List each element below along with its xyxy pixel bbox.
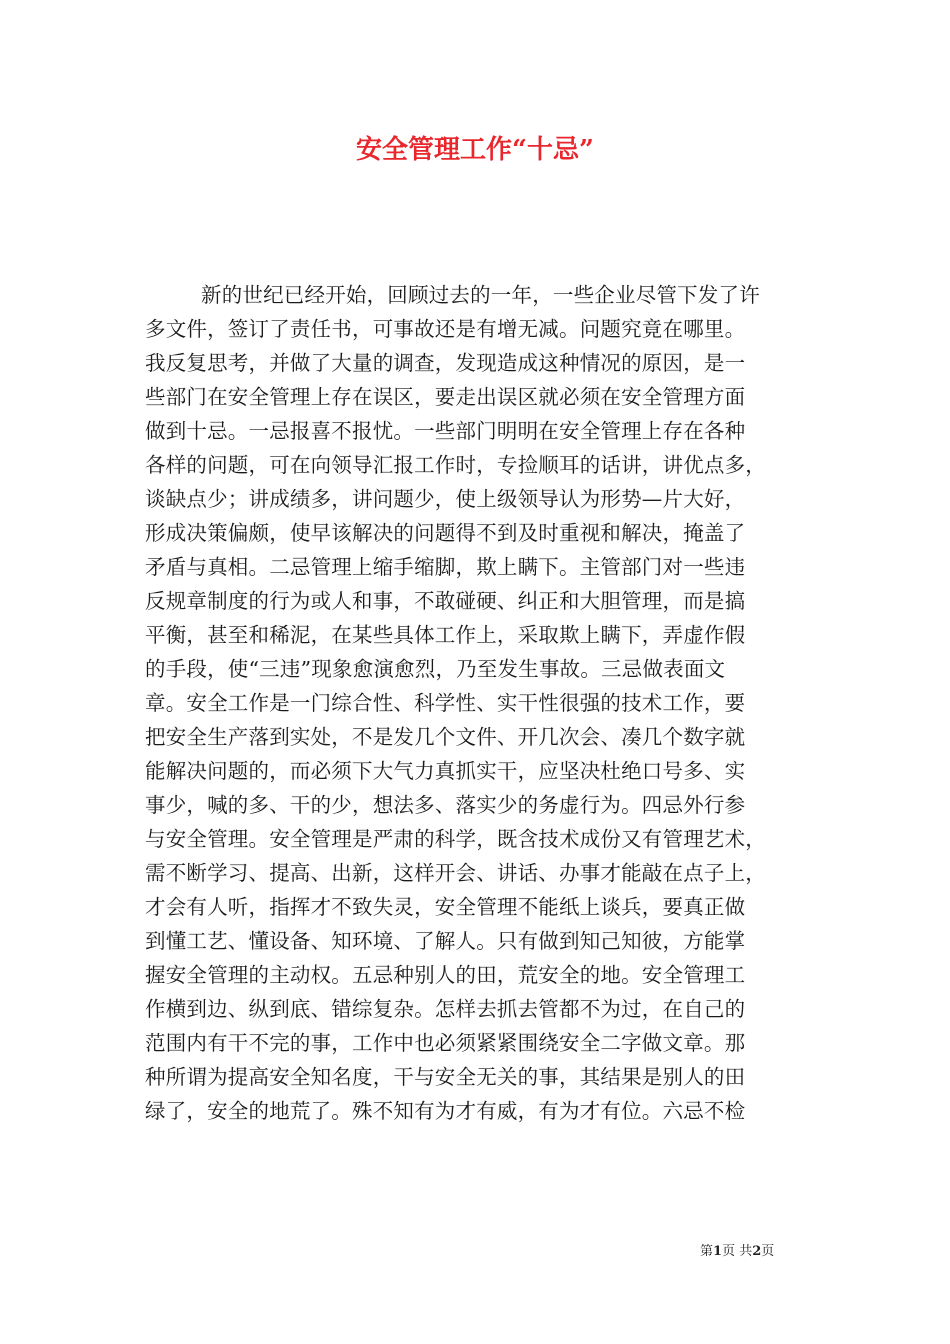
footer-prefix: 第: [700, 1244, 714, 1259]
body-line: 反规章制度的行为或人和事，不敢碰硬、纠正和大胆管理，而是搞: [145, 589, 746, 613]
body-line: 才会有人听，指挥才不致失灵，安全管理不能纸上谈兵，要真正做: [145, 895, 746, 919]
body-line: 握安全管理的主动权。五忌种别人的田，荒安全的地。安全管理工: [145, 963, 746, 987]
body-line: 绿了，安全的地荒了。殊不知有为才有威，有为才有位。六忌不检: [145, 1099, 746, 1123]
body-line: 多文件，签订了责任书，可事故还是有增无减。问题究竟在哪里。: [145, 317, 746, 341]
body-line: 的手段，使“三违”现象愈演愈烈，乃至发生事故。三忌做表面文: [145, 657, 726, 681]
body-line: 矛盾与真相。二忌管理上缩手缩脚，欺上瞒下。主管部门对一些违: [145, 555, 746, 579]
body-line: 谈缺点少；讲成绩多，讲问题少，使上级领导认为形势—片大好，: [145, 487, 746, 511]
page-number-footer: [700, 1243, 820, 1261]
body-line: 平衡，甚至和稀泥，在某些具体工作上，采取欺上瞒下，弄虚作假: [145, 623, 746, 647]
body-line: 章。安全工作是一门综合性、科学性、实干性很强的技术工作，要: [145, 691, 746, 715]
body-line: 新的世纪已经开始，回顾过去的一年，一些企业尽管下发了许: [201, 283, 760, 307]
footer-total-pages: 2: [752, 1244, 762, 1259]
body-line: 形成决策偏颇，使早该解决的问题得不到及时重视和解决，掩盖了: [145, 521, 746, 545]
body-line: 事少，喊的多、干的少，想法多、落实少的务虚行为。四忌外行参: [145, 793, 746, 817]
body-line: 我反复思考，并做了大量的调查，发现造成这种情况的原因，是一: [145, 351, 746, 375]
body-line: 做到十忌。一忌报喜不报忧。一些部门明明在安全管理上存在各种: [145, 419, 746, 443]
body-line: 与安全管理。安全管理是严肃的科学，既含技术成份又有管理艺术，: [145, 827, 766, 851]
body-line: 把安全生产落到实处，不是发几个文件、开几次会、凑几个数字就: [145, 725, 746, 749]
body-line: 范围内有干不完的事，工作中也必须紧紧围绕安全二字做文章。那: [145, 1031, 746, 1055]
document-title: 安全管理工作“十忌”: [356, 135, 594, 165]
footer-middle: 页 共: [722, 1244, 753, 1259]
body-line: 种所谓为提高安全知名度，干与安全无关的事，其结果是别人的田: [145, 1065, 746, 1089]
footer-current-page: 1: [713, 1244, 723, 1259]
body-line: 作横到边、纵到底、错综复杂。怎样去抓去管都不为过，在自己的: [145, 997, 746, 1021]
body-line: 能解决问题的，而必须下大气力真抓实干，应坚决杜绝口号多、实: [145, 759, 746, 783]
footer-suffix: 页: [761, 1244, 775, 1259]
body-line: 需不断学习、提高、出新，这样开会、讲话、办事才能敲在点子上，: [145, 861, 766, 885]
document-body: [145, 278, 815, 1128]
body-line: 到懂工艺、懂设备、知环境、了解人。只有做到知己知彼，方能掌: [145, 929, 746, 953]
body-line: 各样的问题，可在向领导汇报工作时，专捡顺耳的话讲，讲优点多，: [145, 453, 766, 477]
body-line: 些部门在安全管理上存在误区，要走出误区就必须在安全管理方面: [145, 385, 746, 409]
